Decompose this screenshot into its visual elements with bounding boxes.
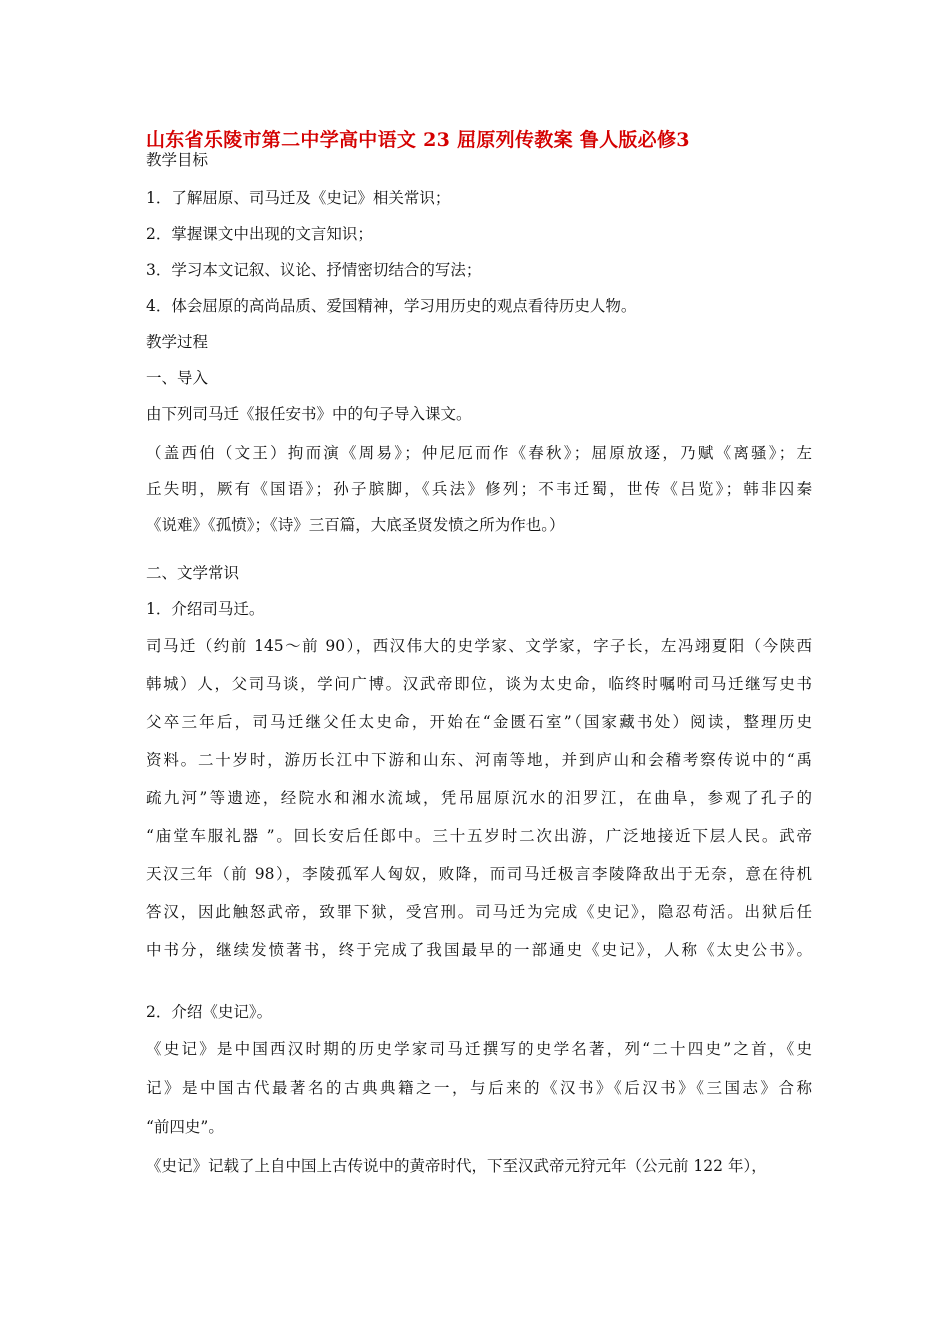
paragraph-line: “前四史”。: [146, 1118, 224, 1136]
paragraph-line: 父卒三年后，司马迁继父任太史命，开始在“金匮石室”（国家藏书处）阅读，整理历史: [146, 713, 812, 731]
section-heading-literary: 二、文学常识: [146, 564, 240, 582]
subsection-heading-sima-qian: 1．介绍司马迁。: [146, 600, 265, 618]
goal-item: 4．体会屈原的高尚品质、爱国精神，学习用历史的观点看待历史人物。: [146, 297, 637, 315]
literary-knowledge-section: [146, 555, 812, 627]
paragraph-line: 疏九河”等遗迹，经院水和湘水流域，凭吊屈原沉水的汨罗江，在曲阜，参观了孔子的: [146, 789, 812, 807]
quote-line: 丘失明，厥有《国语》；孙子膑脚，《兵法》修列；不韦迁蜀，世传《吕览》；韩非囚秦: [146, 480, 812, 498]
paragraph-line: 中书分，继续发愤著书，终于完成了我国最早的一部通史《史记》，人称《太史公书》。: [146, 941, 812, 959]
shiji-heading-block: [146, 994, 812, 1030]
teaching-goals-list: [146, 180, 812, 432]
paragraph-line: 司马迁（约前 145～前 90），西汉伟大的史学家、文学家，字子长，左冯翊夏阳（今陕西: [146, 637, 812, 655]
document-title: 山东省乐陵市第二中学高中语文 23 屈原列传教案 鲁人版必修3: [146, 129, 690, 151]
sima-qian-paragraph: [146, 627, 812, 969]
paragraph-line: 天汉三年（前 98），李陵孤军人匈奴，败降，而司马迁极言李陵降敌出于无奈，意在待机: [146, 865, 812, 883]
process-heading: 教学过程: [146, 333, 209, 351]
subsection-heading-shiji: 2．介绍《史记》。: [146, 1003, 273, 1021]
shiji-paragraph: [146, 1030, 812, 1186]
paragraph-line: 《史记》是中国西汉时期的历史学家司马迁撰写的史学名著，列“二十四史”之首，《史: [146, 1040, 812, 1058]
quote-paragraph: [146, 435, 812, 543]
paragraph-line: 《史记》记载了上自中国上古传说中的黄帝时代，下至汉武帝元狩元年（公元前 122 年），: [146, 1157, 767, 1175]
intro-paragraph: 由下列司马迁《报任安书》中的句子导入课文。: [146, 405, 472, 423]
paragraph-line: 韩城）人，父司马谈，学问广博。汉武帝即位，谈为太史命，临终时嘱咐司马迁继写史书: [146, 675, 812, 693]
goal-item: 3．学习本文记叙、议论、抒情密切结合的写法；: [146, 261, 482, 279]
goal-item: 1．了解屈原、司马迁及《史记》相关常识；: [146, 189, 451, 207]
quote-line: 《说难》《孤愤》；《诗》三百篇，大底圣贤发愤之所为作也。）: [146, 516, 565, 534]
paragraph-line: 记》是中国古代最著名的古典典籍之一，与后来的《汉书》《后汉书》《三国志》合称: [146, 1079, 812, 1097]
paragraph-line: “庙堂车服礼器 ”。回长安后任郎中。三十五岁时二次出游，广泛地接近下层人民。武帝: [146, 827, 812, 845]
teaching-goals-heading: 教学目标: [146, 151, 209, 169]
paragraph-line: 答汉，因此触怒武帝，致罪下狱，受宫刑。司马迁为完成《史记》，隐忍苟活。出狱后任: [146, 903, 812, 921]
quote-line: （盖西伯（文王）拘而演《周易》；仲尼厄而作《春秋》；屈原放逐，乃赋《离骚》；左: [146, 444, 812, 462]
section-heading-intro: 一、导入: [146, 369, 209, 387]
paragraph-line: 资料。二十岁时，游历长江中下游和山东、河南等地，并到庐山和会稽考察传说中的“禹: [146, 751, 812, 769]
goal-item: 2．掌握课文中出现的文言知识；: [146, 225, 373, 243]
